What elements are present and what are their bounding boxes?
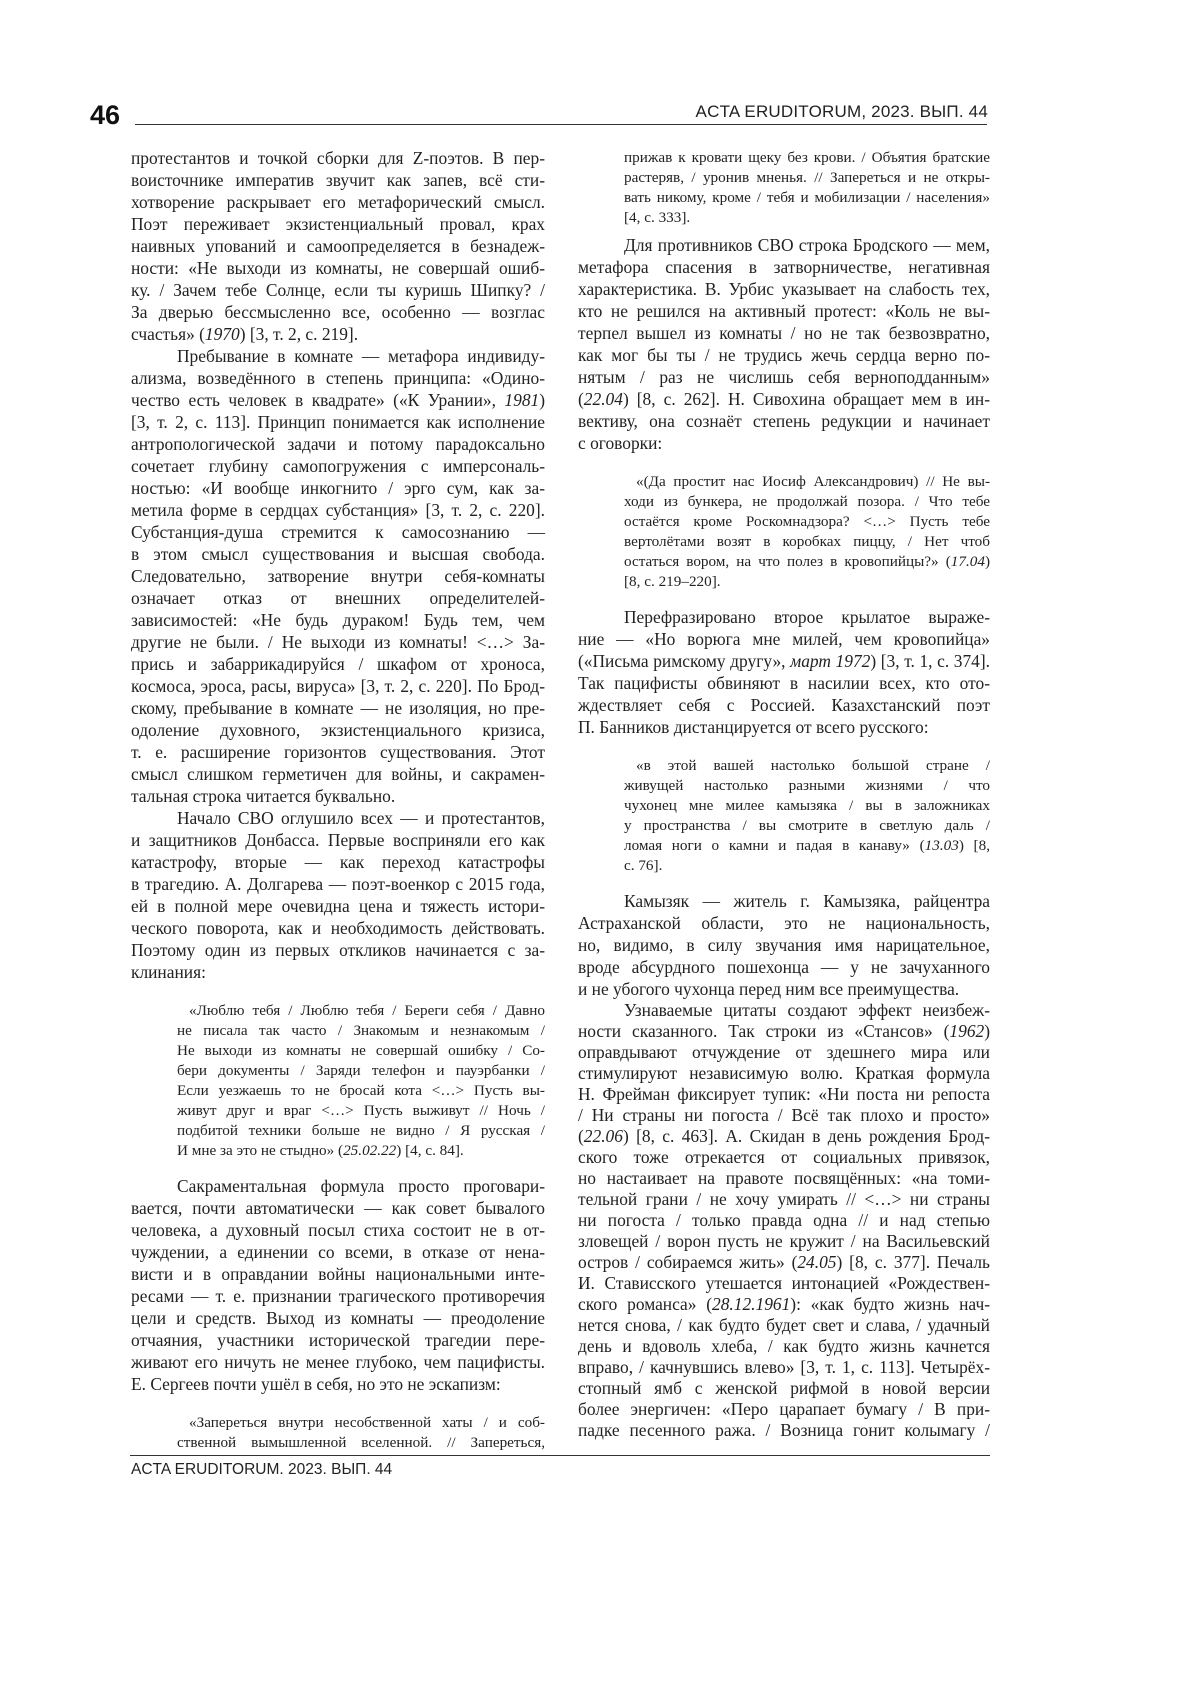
text-line: «Люблю тебя / Люблю тебя / Береги себя / Давно bbox=[177, 1001, 545, 1021]
italic-date: 22.04 bbox=[584, 389, 623, 409]
text-line: означает отказ от внешних определителей- bbox=[131, 587, 545, 609]
paragraph bbox=[131, 147, 545, 345]
running-foot: ACTA ERUDITORUM. 2023. ВЫП. 44 bbox=[131, 1461, 392, 1479]
text-line bbox=[624, 552, 990, 572]
page-number: 46 bbox=[90, 100, 120, 131]
text-line: характеристика. В. Урбис указывает на слабость тех, bbox=[578, 278, 990, 300]
text-line: хотворение раскрывает его метафорический смысл. bbox=[131, 191, 545, 213]
text-column-right bbox=[578, 148, 990, 1441]
text-line: зависимостей: «Не будь дураком! Будь тем, чем bbox=[131, 609, 545, 631]
text-line: как мог бы ты / не трудись жечь сердца верно по- bbox=[578, 344, 990, 366]
paragraph bbox=[131, 1175, 545, 1395]
text-line: другие не были. / Не выходи из комнаты! <…> За- bbox=[131, 631, 545, 653]
text-line: воисточнике императив звучит как запев, всё сти- bbox=[131, 169, 545, 191]
text-line bbox=[578, 1294, 990, 1315]
text-line bbox=[624, 836, 990, 856]
text-line: более энергичен: «Перо царапает бумагу / В при- bbox=[578, 1399, 990, 1420]
text-line bbox=[131, 323, 545, 345]
text-line: вать никому, кроме / тебя и мобилизации / населения» bbox=[624, 188, 990, 208]
text-segment: ности сказанного. Так строки из «Стансов» ( bbox=[578, 1021, 949, 1041]
text-line: тальная строка читается буквально. bbox=[131, 785, 545, 807]
text-line: Узнаваемые цитаты создают эффект неизбеж- bbox=[578, 1000, 990, 1021]
block-quote bbox=[131, 1001, 545, 1161]
text-line: ственной вымышленной вселенной. // Запереться, bbox=[177, 1433, 545, 1453]
paragraph bbox=[578, 890, 990, 1000]
text-line: Поэт переживает экзистенциальный провал, крах bbox=[131, 213, 545, 235]
text-line: и защитников Донбасса. Первые восприняли его как bbox=[131, 829, 545, 851]
text-line: ходи из бункера, не продолжай позора. / Что тебе bbox=[624, 492, 990, 512]
text-line: терпел вышел из комнаты / но не так безвозвратно, bbox=[578, 322, 990, 344]
text-line: растеряв, / уронив мненья. // Запереться и не откры- bbox=[624, 168, 990, 188]
text-line: протестантов и точкой сборки для Z-поэтов. В пер- bbox=[131, 147, 545, 169]
text-segment: ) bbox=[984, 1021, 990, 1041]
text-line: бери документы / Заряди телефон и пауэрбанки / bbox=[177, 1061, 545, 1081]
text-segment: остров / собираемся жить» ( bbox=[578, 1252, 797, 1272]
text-segment: ) [3, т. 2, с. 219]. bbox=[240, 324, 358, 344]
text-line: ние — «Но ворюга мне милей, чем кровопийца» bbox=[578, 628, 990, 650]
italic-date: 24.05 bbox=[797, 1252, 836, 1272]
text-line: Е. Сергеев почти ушёл в себя, но это не эскапизм: bbox=[131, 1373, 545, 1395]
text-line: у пространства / вы смотрите в светлую даль / bbox=[624, 816, 990, 836]
paragraph bbox=[578, 1000, 990, 1441]
text-line: клинания: bbox=[131, 961, 545, 983]
text-segment: ) [8, с. 463]. А. Скидан в день рождения Брод- bbox=[623, 1126, 990, 1146]
text-line: ского тоже отрекается от социальных привязок, bbox=[578, 1147, 990, 1168]
italic-date: 25.02.22 bbox=[343, 1142, 396, 1159]
text-line: скому, пребывание в комнате — не изоляция, но пре- bbox=[131, 697, 545, 719]
text-line: живущей настолько разными жизнями / что bbox=[624, 776, 990, 796]
text-line: день и вдоволь хлеба, / как будто жизнь качнется bbox=[578, 1336, 990, 1357]
text-line: чухонец мне милее камызяка / вы в заложниках bbox=[624, 796, 990, 816]
text-line: и не убогого чухонца перед ним все преимущества. bbox=[578, 978, 990, 1000]
paragraph bbox=[578, 606, 990, 738]
block-quote bbox=[578, 148, 990, 228]
text-line: одоление духовного, экзистенциального кризиса, bbox=[131, 719, 545, 741]
text-line: Если уезжаешь то не бросай кота <…> Пусть вы- bbox=[177, 1081, 545, 1101]
text-line: катастрофу, вторые — как переход катастрофы bbox=[131, 851, 545, 873]
text-line: вективу, она сознаёт степень редукции и начинает bbox=[578, 410, 990, 432]
text-line: «(Да простит нас Иосиф Александрович) // Не вы- bbox=[624, 472, 990, 492]
header-rule bbox=[135, 124, 987, 125]
text-line: с. 76]. bbox=[624, 856, 990, 876]
text-line: вроде абсурдного пошехонца — у не зачуханного bbox=[578, 956, 990, 978]
text-line bbox=[578, 1021, 990, 1042]
text-segment: ( bbox=[578, 1126, 584, 1146]
text-segment: ) [4, с. 84]. bbox=[396, 1142, 463, 1159]
text-segment: ) bbox=[539, 390, 545, 410]
text-line: наивных упований и самоопределяется в безнадеж- bbox=[131, 235, 545, 257]
text-line: Пребывание в комнате — метафора индивиду- bbox=[131, 345, 545, 367]
text-line: [4, с. 333]. bbox=[624, 208, 990, 228]
text-line: [3, т. 2, с. 113]. Принцип понимается как исполнение bbox=[131, 411, 545, 433]
text-segment: ) [3, т. 1, с. 374]. bbox=[870, 651, 990, 671]
text-line: «в этой вашей настолько большой стране / bbox=[624, 756, 990, 776]
footer-rule bbox=[130, 1455, 990, 1456]
text-line: живут друг и враг <…> Пусть выживут // Ночь / bbox=[177, 1101, 545, 1121]
italic-date: 1962 bbox=[949, 1021, 984, 1041]
text-line: / Ни страны ни погоста / Всё так плохо и просто» bbox=[578, 1105, 990, 1126]
text-line: ностью: «И вообще инкогнито / эрго сум, как за- bbox=[131, 477, 545, 499]
text-line: оправдывают отчуждение от здешнего мира или bbox=[578, 1042, 990, 1063]
text-line: Не выходи из комнаты не совершай ошибку / Со- bbox=[177, 1041, 545, 1061]
italic-date: 17.04 bbox=[951, 553, 985, 570]
text-line: Перефразировано второе крылатое выраже- bbox=[578, 606, 990, 628]
text-line: падке песенного ража. / Возница гонит колымагу / bbox=[578, 1420, 990, 1441]
text-segment: ( bbox=[578, 389, 584, 409]
italic-date: 1970 bbox=[205, 324, 240, 344]
text-line: Так пацифисты обвиняют в насилии всех, кто ото- bbox=[578, 672, 990, 694]
text-segment: ) [8, с. 377]. Печаль bbox=[837, 1252, 991, 1272]
text-line: остаётся кроме Роскомнадзора? <…> Пусть тебе bbox=[624, 512, 990, 532]
text-line: зловещей / ворон пусть не кружит / на Васильевский bbox=[578, 1231, 990, 1252]
text-line: с оговорки: bbox=[578, 432, 990, 454]
text-line bbox=[578, 388, 990, 410]
text-line bbox=[578, 1126, 990, 1147]
text-line: П. Банников дистанцируется от всего русского: bbox=[578, 716, 990, 738]
text-segment: («Письма римскому другу», bbox=[578, 651, 790, 671]
italic-date: 22.06 bbox=[584, 1126, 623, 1146]
text-line: Сакраментальная формула просто проговари- bbox=[131, 1175, 545, 1197]
text-line: смысл слишком герметичен для войны, и сакрамен- bbox=[131, 763, 545, 785]
text-line: ализма, возведённого в степень принципа: «Одино- bbox=[131, 367, 545, 389]
text-line: вправо, / качнувшись влево» [3, т. 1, с. 113]. Четырёх- bbox=[578, 1357, 990, 1378]
text-line: Начало СВО оглушило всех — и протестантов, bbox=[131, 807, 545, 829]
italic-date: 13.03 bbox=[925, 837, 959, 854]
paragraph bbox=[131, 345, 545, 807]
text-line: в этом смысл существования и высшая свобода. bbox=[131, 543, 545, 565]
text-line: ческого поворота, как и необходимость действовать. bbox=[131, 917, 545, 939]
text-line: ни погоста / только правда одна // и над степью bbox=[578, 1210, 990, 1231]
block-quote bbox=[131, 1413, 545, 1453]
text-line: Субстанция-душа стремится к самосознанию — bbox=[131, 521, 545, 543]
text-segment: ского романса» ( bbox=[578, 1294, 712, 1314]
text-line: сочетает глубину самопогружения с имперсональ- bbox=[131, 455, 545, 477]
text-line bbox=[177, 1141, 545, 1161]
text-line: не писала так часто / Знакомым и незнакомым / bbox=[177, 1021, 545, 1041]
block-quote bbox=[578, 472, 990, 592]
text-line: Н. Фрейман фиксирует тупик: «Ни поста ни репоста bbox=[578, 1084, 990, 1105]
text-line bbox=[578, 650, 990, 672]
text-line: антропологической задачи и потому парадоксально bbox=[131, 433, 545, 455]
italic-date: 28.12.1961 bbox=[712, 1294, 790, 1314]
text-line: тельной грани / не хочу умирать // <…> ни страны bbox=[578, 1189, 990, 1210]
text-line: Поэтому один из первых откликов начинается с за- bbox=[131, 939, 545, 961]
text-line: цели и средств. Выход из комнаты — преодоление bbox=[131, 1307, 545, 1329]
paragraph bbox=[578, 234, 990, 454]
text-segment: ) [8, с. 262]. Н. Сивохина обращает мем в ин- bbox=[623, 389, 990, 409]
text-segment: ломая ноги о камни и падая в канаву» ( bbox=[624, 837, 925, 854]
text-column-left bbox=[131, 147, 545, 1453]
text-line: ресами — т. е. признании трагического противоречия bbox=[131, 1285, 545, 1307]
text-line: ждествляет себя с Россией. Казахстанский поэт bbox=[578, 694, 990, 716]
text-line: вертолётами возят в коробках пиццу, / Нет чтоб bbox=[624, 532, 990, 552]
text-line: кто не решился на активный протест: «Коль не вы- bbox=[578, 300, 990, 322]
italic-date: март 1972 bbox=[790, 651, 870, 671]
text-segment: счастья» ( bbox=[131, 324, 205, 344]
text-line: ей в полной мере очевидна цена и тяжесть истори- bbox=[131, 895, 545, 917]
text-line: но настаивает на правоте посвящённых: «на томи- bbox=[578, 1168, 990, 1189]
text-line: «Запереться внутри несобственной хаты / и соб- bbox=[177, 1413, 545, 1433]
text-line bbox=[578, 1252, 990, 1273]
text-line: т. е. расширение горизонтов существования. Этот bbox=[131, 741, 545, 763]
text-line: [8, с. 219–220]. bbox=[624, 572, 990, 592]
running-head: ACTA ERUDITORUM, 2023. ВЫП. 44 bbox=[696, 102, 988, 122]
text-line bbox=[131, 389, 545, 411]
text-segment: чество есть человек в квадрате» («К Урании», bbox=[131, 390, 504, 410]
text-line: прись и забаррикадируйся / шкафом от хроноса, bbox=[131, 653, 545, 675]
text-segment: ): «как будто жизнь нач- bbox=[790, 1294, 990, 1314]
text-line: И. Стависского утешается интонацией «Рождествен- bbox=[578, 1273, 990, 1294]
text-line: нятым / раз не числишь себя верноподданным» bbox=[578, 366, 990, 388]
text-line: Астраханской области, это не национальность, bbox=[578, 912, 990, 934]
text-segment: ) [8, bbox=[959, 837, 990, 854]
text-line: Следовательно, затворение внутри себя-комнаты bbox=[131, 565, 545, 587]
italic-date: 1981 bbox=[504, 390, 539, 410]
text-line: в трагедию. А. Долгарева — поэт-военкор с 2015 года, bbox=[131, 873, 545, 895]
text-line: Для противников СВО строка Бродского — мем, bbox=[578, 234, 990, 256]
text-line: ности: «Не выходи из комнаты, не совершай ошиб- bbox=[131, 257, 545, 279]
text-line: стопный ямб с женской рифмой в новой версии bbox=[578, 1378, 990, 1399]
block-quote bbox=[578, 756, 990, 876]
text-line: стимулируют независимую волю. Краткая формула bbox=[578, 1063, 990, 1084]
text-line: отчаяния, участники исторической трагедии пере- bbox=[131, 1329, 545, 1351]
text-line: Камызяк — житель г. Камызяка, райцентра bbox=[578, 890, 990, 912]
text-line: человека, а духовный посыл стиха состоит не в от- bbox=[131, 1219, 545, 1241]
text-line: но, видимо, в силу звучания имя нарицательное, bbox=[578, 934, 990, 956]
text-line: висти и в оправдании войны национальными инте- bbox=[131, 1263, 545, 1285]
text-line: вается, почти автоматически — как совет бывалого bbox=[131, 1197, 545, 1219]
text-line: космоса, эроса, расы, вируса» [3, т. 2, с. 220]. По Брод- bbox=[131, 675, 545, 697]
text-line: подбитой техники больше не видно / Я русская / bbox=[177, 1121, 545, 1141]
text-segment: И мне за это не стыдно» ( bbox=[177, 1142, 343, 1159]
text-line: метила форме в сердцах субстанция» [3, т. 2, с. 220]. bbox=[131, 499, 545, 521]
text-line: метафора спасения в затворничестве, негативная bbox=[578, 256, 990, 278]
text-line: живают его ничуть не менее глубоко, чем пацифисты. bbox=[131, 1351, 545, 1373]
text-line: За дверью бессмысленно все, особенно — возглас bbox=[131, 301, 545, 323]
text-segment: ) bbox=[985, 553, 990, 570]
paragraph bbox=[131, 807, 545, 983]
text-segment: остаться вором, на что полез в кровопийцы?» ( bbox=[624, 553, 951, 570]
text-line: нется снова, / как будто будет свет и слава, / удачный bbox=[578, 1315, 990, 1336]
text-line: прижав к кровати щеку без крови. / Объятия братские bbox=[624, 148, 990, 168]
text-line: чуждении, а единении со всеми, в отказе от нена- bbox=[131, 1241, 545, 1263]
text-line: ку. / Зачем тебе Солнце, если ты куришь Шипку? / bbox=[131, 279, 545, 301]
